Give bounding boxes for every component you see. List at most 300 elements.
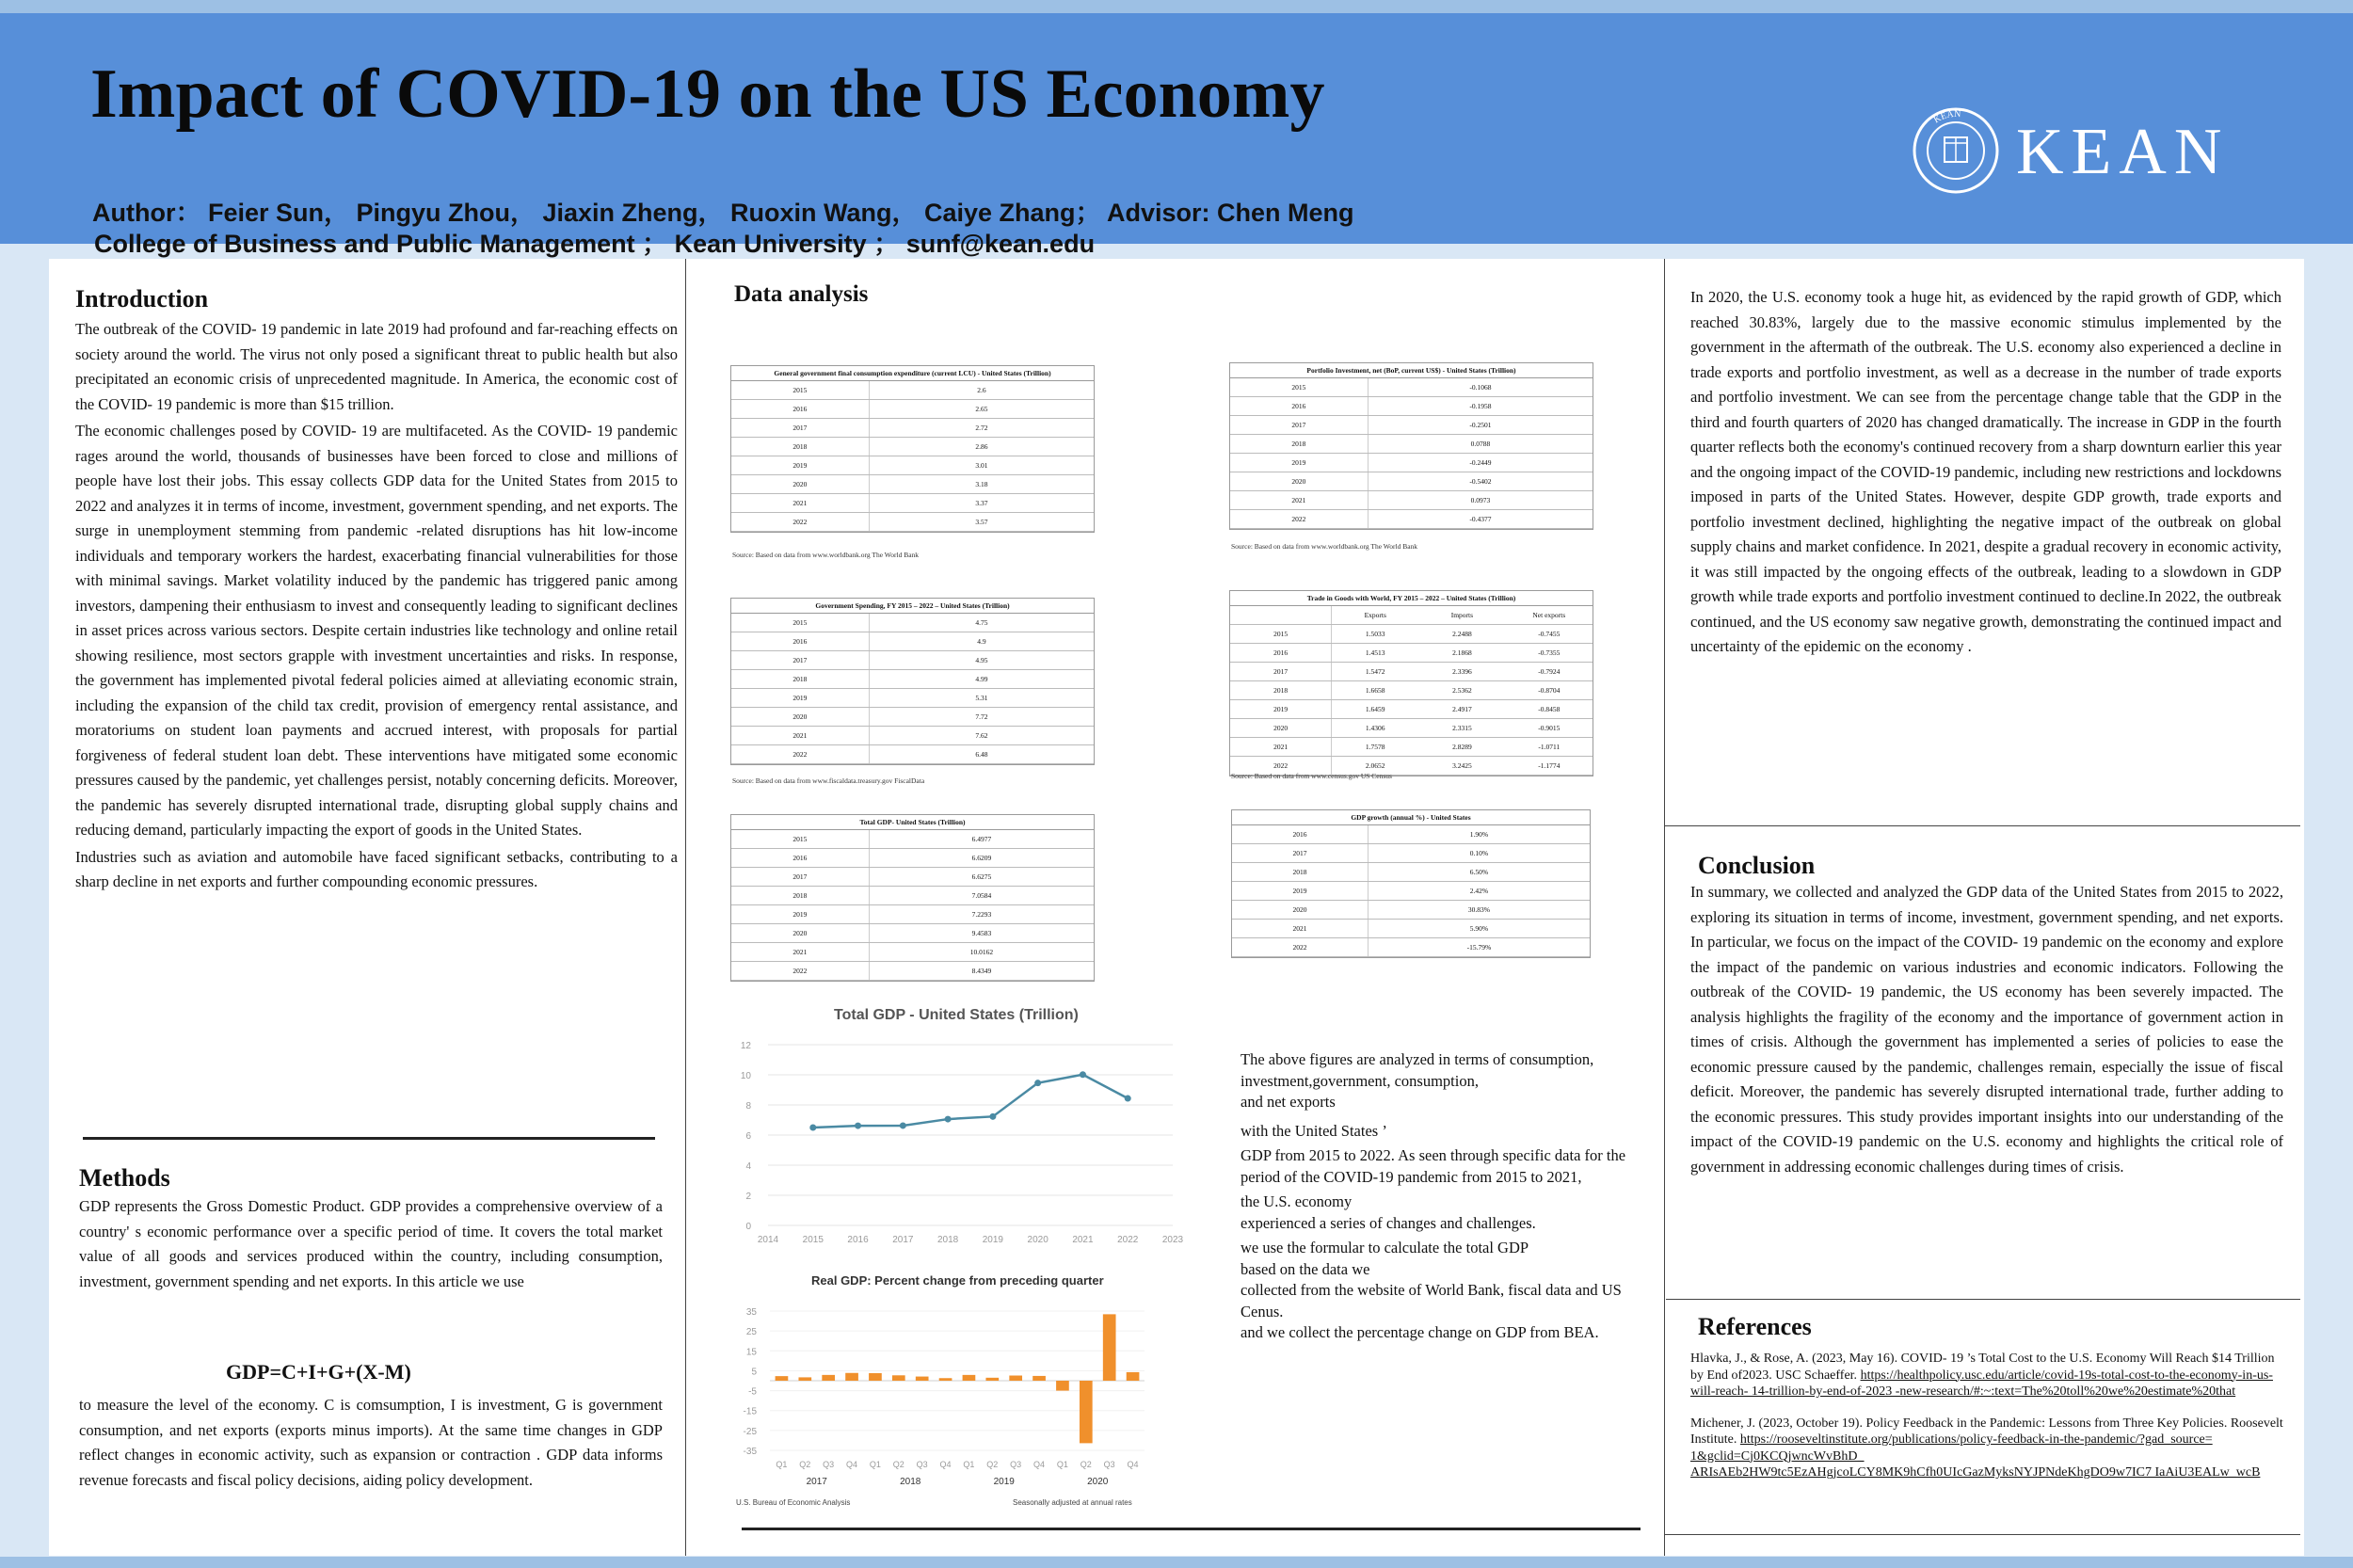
data-point <box>900 1122 906 1128</box>
bar <box>822 1375 835 1381</box>
analysis-line: and we collect the percentage change on GDP from BEA. <box>1241 1323 1599 1341</box>
table-row <box>731 513 1094 532</box>
svg-text:KEAN: KEAN <box>1931 108 1961 126</box>
table-cell: 2019 <box>1232 882 1368 901</box>
table-cell: 2015 <box>731 830 869 849</box>
table-cell: 2019 <box>1230 700 1332 719</box>
table-row <box>731 905 1094 924</box>
table-cell: -0.8704 <box>1506 681 1593 700</box>
table-cell: 2016 <box>731 849 869 868</box>
table-cell: 6.4977 <box>869 830 1094 849</box>
table-cell: 2.86 <box>869 438 1094 456</box>
year-label: 2019 <box>993 1477 1015 1487</box>
table-cell: 1.5033 <box>1332 625 1418 644</box>
table-cell: 1.6459 <box>1332 700 1418 719</box>
y-tick-label: -35 <box>743 1447 757 1457</box>
portfolio-table <box>1229 362 1593 530</box>
table-cell: 10.0162 <box>869 943 1094 962</box>
analysis-line: with the United States ’ <box>1241 1121 1387 1140</box>
y-tick-label: -15 <box>743 1406 757 1417</box>
table-cell: 4.9 <box>869 632 1094 651</box>
table-cell: 2.8289 <box>1418 738 1505 757</box>
table-cell: -0.5402 <box>1368 472 1593 491</box>
table-row <box>731 670 1094 689</box>
quarter-label: Q1 <box>1056 1460 1068 1469</box>
year-label: 2017 <box>806 1477 827 1487</box>
table-cell: 2021 <box>731 494 869 513</box>
analysis-text <box>1241 1049 1655 1344</box>
table-cell: 2.42% <box>1368 882 1590 901</box>
table-cell: 1.4306 <box>1332 719 1418 738</box>
table-cell: 4.99 <box>869 670 1094 689</box>
table-cell: 2.2488 <box>1418 625 1505 644</box>
table-row <box>731 438 1094 456</box>
poster-header <box>0 13 2353 258</box>
methods-heading: Methods <box>79 1164 170 1192</box>
table-cell: 2018 <box>731 438 869 456</box>
table-row <box>731 849 1094 868</box>
table-cell: 2.3315 <box>1418 719 1505 738</box>
table-cell: 2021 <box>731 727 869 745</box>
table-cell: 2018 <box>1232 863 1368 882</box>
table-row <box>731 708 1094 727</box>
section-divider <box>1664 825 2300 826</box>
table-title: General government final consumption expenditure (current LCU) - United States (Trillion) <box>731 366 1094 381</box>
data-point <box>809 1125 816 1131</box>
table-cell: 1.4513 <box>1332 644 1418 663</box>
kean-seal-icon <box>1911 105 2005 200</box>
y-tick-label: -5 <box>748 1386 757 1398</box>
y-tick-label: 5 <box>751 1367 757 1378</box>
bar <box>985 1378 999 1381</box>
table-row <box>1232 863 1590 882</box>
table-cell: 2020 <box>731 475 869 494</box>
table-cell: 9.4583 <box>869 924 1094 943</box>
table-cell: 1.6658 <box>1332 681 1418 700</box>
table-row <box>1230 644 1593 663</box>
table-cell: 2016 <box>1230 644 1332 663</box>
line-chart-svg <box>730 1028 1192 1272</box>
kean-wordmark: KEAN <box>2016 116 2230 188</box>
poster-title: Impact of COVID-19 on the US Economy <box>90 56 1325 133</box>
x-tick-label: 2022 <box>1117 1235 1139 1245</box>
analysis-line: GDP from 2015 to 2022. As seen through specific data for the period of the COVID-19 pandemic from 2015 to 2021, <box>1241 1146 1626 1186</box>
table-cell: 7.2293 <box>869 905 1094 924</box>
table-cell: 2021 <box>1232 920 1368 938</box>
table-cell: 0.10% <box>1368 844 1590 863</box>
quarter-label: Q2 <box>1080 1460 1092 1469</box>
quarter-label: Q4 <box>939 1460 952 1469</box>
trade-table <box>1229 590 1593 776</box>
results-summary: In 2020, the U.S. economy took a huge hit, as evidenced by the rapid growth of GDP, which reached 30.83%, largely due to the massive economic stimulus implemented by the government in the aftermath of the outbreak. The U.S. economy also experienced a decline in trade exports and portfolio investment, as well as a decrease in the number of trade exports and portfolio investment. We can see from the percentage change table that the GDP in the third and fourth quarters of 2020 has changed dramatically. The increase in GDP in the fourth quarter reflects both the economy's continued recovery from a sharp downturn earlier this year and the ongoing impact of the COVID-19 pandemic, including new restrictions and lockdowns imposed in parts of the United States. However, despite GDP growth, trade exports and portfolio investment declined, highlighting the negative impact of the outbreak on global supply chains and market confidence. In 2021, despite a gradual recovery in economic activity, it was still impacted by the ongoing effects of the outbreak, leading to a slowdown in GDP growth while trade exports and portfolio investment continued to decline.In 2022, the outbreak continued, and the US economy saw negative growth, demonstrating the continued impact and uncertainty of the epidemic on the economy . <box>1690 288 2281 655</box>
data-point <box>1034 1080 1041 1086</box>
table-cell: 2015 <box>731 381 869 400</box>
table-row <box>1232 882 1590 901</box>
table-cell: 6.6275 <box>869 868 1094 887</box>
conclusion-heading: Conclusion <box>1698 852 1816 879</box>
analysis-line: experienced a series of changes and challenges. <box>1241 1213 1536 1232</box>
conclusion-body: In summary, we collected and analyzed the GDP data of the United States from 2015 to 2022, exploring its situation in terms of income, investment, government spending, and net exports. In particular, we focus on the impact of the COVID- 19 pandemic on the economy and explore the impact of the pandemic on various industries and economic indicators. Following the outbreak of the COVID- 19 pandemic, the US economy has been severely impacted. The analysis highlights the fragility of the economy and the importance of government action in times of crisis. Although the government has implemented a series of policies to ease the economic pressure caused by the pandemic, challenges remain, especially the issue of fiscal deficit. Moreover, the pandemic has severely disrupted international trade, further adding to the economic pressures. This study provides important insights into our understanding of the impact of the COVID-19 pandemic on the U.S. economy and highlights the critical role of government in addressing economic challenges during times of crisis. <box>1690 883 2283 1176</box>
quarter-label: Q1 <box>869 1460 881 1469</box>
table-cell: 2.5362 <box>1418 681 1505 700</box>
table-row <box>1230 738 1593 757</box>
reference-link[interactable]: https://rooseveltinstitute.org/publications/policy-feedback-in-the-pandemic/?gad_source= 1&gclid=Cj0KCQjwncWvBhD_ ARIsAEb2HW9tc5EzAHgjcoLCY8MK9hCfh0UIcGazMyksNYJPNdeKhgDO9w7IC7 IaAiU3EALw_wcB <box>1690 1432 2261 1480</box>
table-cell: 2020 <box>1230 472 1368 491</box>
table-cell: 2.0652 <box>1332 757 1418 776</box>
y-tick-label: 35 <box>745 1307 757 1318</box>
bar <box>1080 1381 1093 1443</box>
section-divider <box>1664 1534 2300 1535</box>
x-tick-label: 2021 <box>1072 1235 1094 1245</box>
table-cell: 2017 <box>1232 844 1368 863</box>
table-row <box>1230 625 1593 644</box>
table-cell: 3.01 <box>869 456 1094 475</box>
table-cell: 2021 <box>1230 491 1368 510</box>
table-row <box>731 887 1094 905</box>
table-cell: 2015 <box>1230 625 1332 644</box>
table-header-cell: Net exports <box>1506 606 1593 625</box>
middle-column <box>685 259 1664 1556</box>
table-row <box>1232 938 1590 957</box>
table-cell: 2020 <box>731 924 869 943</box>
table-cell: 2022 <box>1230 510 1368 529</box>
table-source: Source: Based on data from www.fiscaldata.treasury.gov FiscalData <box>732 776 925 785</box>
table-row <box>1230 472 1593 491</box>
bar <box>845 1373 858 1381</box>
quarter-label: Q3 <box>1010 1460 1022 1469</box>
table-source: Source: Based on data from www.worldbank.org The World Bank <box>732 551 920 559</box>
year-label: 2018 <box>900 1477 921 1487</box>
table-row <box>731 830 1094 849</box>
table-cell: 2018 <box>1230 435 1368 454</box>
chart-title: Total GDP - United States (Trillion) <box>834 1007 1079 1023</box>
kean-logo <box>1911 109 2240 194</box>
table-cell: -0.8458 <box>1506 700 1593 719</box>
table-cell: 2021 <box>731 943 869 962</box>
y-tick-label: 8 <box>745 1101 751 1112</box>
table-cell: -0.7924 <box>1506 663 1593 681</box>
table-cell: 2020 <box>731 708 869 727</box>
y-tick-label: 0 <box>745 1222 751 1232</box>
introduction-body <box>75 317 678 897</box>
table-row <box>731 943 1094 962</box>
x-tick-label: 2020 <box>1027 1235 1048 1245</box>
references-heading: References <box>1698 1313 1812 1340</box>
y-tick-label: 4 <box>745 1161 751 1172</box>
table-header-cell: Imports <box>1418 606 1505 625</box>
top-strip <box>0 0 2353 13</box>
table-header-cell: Exports <box>1332 606 1418 625</box>
table-row <box>731 727 1094 745</box>
quarter-label: Q1 <box>963 1460 975 1469</box>
quarter-label: Q2 <box>799 1460 811 1469</box>
bar <box>963 1375 976 1381</box>
table-row <box>731 475 1094 494</box>
table-cell: 3.57 <box>869 513 1094 532</box>
x-tick-label: 2019 <box>982 1235 1004 1245</box>
introduction-heading: Introduction <box>75 285 209 312</box>
table-row <box>1232 825 1590 844</box>
table-cell: 1.5472 <box>1332 663 1418 681</box>
bar <box>869 1373 882 1381</box>
bottom-strip <box>0 1557 2353 1568</box>
table-cell: 5.90% <box>1368 920 1590 938</box>
table-header-row <box>1230 606 1593 625</box>
total-gdp-table <box>730 814 1095 982</box>
table-row <box>1230 681 1593 700</box>
table-cell: -1.1774 <box>1506 757 1593 776</box>
data-point <box>855 1123 861 1129</box>
table-cell: 4.95 <box>869 651 1094 670</box>
table-cell: 2022 <box>731 513 869 532</box>
table-cell: 6.6209 <box>869 849 1094 868</box>
table-cell: 1.7578 <box>1332 738 1418 757</box>
quarter-label: Q2 <box>986 1460 999 1469</box>
table-cell: 2019 <box>1230 454 1368 472</box>
table-row <box>1230 510 1593 529</box>
table-cell: -0.9015 <box>1506 719 1593 738</box>
table-row <box>731 400 1094 419</box>
reference-link[interactable]: https://healthpolicy.usc.edu/article/covid-19s-total-cost-to-the-economy-in-us-will-reach- 14-trillion-by-end-of-2023 -new-research/#:~:text=The%20toll%20we%20estimate%20that <box>1690 1368 2273 1399</box>
author-line: Author： Feier Sun， Pingyu Zhou， Jiaxin Zheng， Ruoxin Wang， Caiye Zhang； Advisor: Chen Meng <box>92 199 1354 227</box>
table-row <box>1230 435 1593 454</box>
table-cell: 2.6 <box>869 381 1094 400</box>
table-cell: 3.37 <box>869 494 1094 513</box>
table-cell: 2018 <box>731 887 869 905</box>
table-cell: 2022 <box>1232 938 1368 957</box>
table-cell: 2020 <box>1230 719 1332 738</box>
table-cell: 2016 <box>731 400 869 419</box>
y-tick-label: 15 <box>745 1347 757 1358</box>
reference-item <box>1690 1351 2283 1400</box>
table-row <box>731 381 1094 400</box>
table-cell: 2015 <box>731 614 869 632</box>
government-spending-table <box>730 598 1095 765</box>
table-cell: 2.72 <box>869 419 1094 438</box>
bar <box>939 1378 952 1381</box>
table-cell: -0.2501 <box>1368 416 1593 435</box>
intro-paragraph: Industries such as aviation and automobile have faced significant setbacks, contributing to a sharp decline in net exports and further compounding economic pressures. <box>75 847 678 890</box>
table-cell: 6.50% <box>1368 863 1590 882</box>
quarter-label: Q4 <box>1033 1460 1046 1469</box>
bar <box>1056 1381 1069 1391</box>
table-row <box>1232 901 1590 920</box>
table-cell: 2.65 <box>869 400 1094 419</box>
table-cell: -1.0711 <box>1506 738 1593 757</box>
bar <box>1032 1376 1046 1381</box>
table-cell: 2016 <box>1230 397 1368 416</box>
x-tick-label: 2014 <box>757 1235 779 1245</box>
x-tick-label: 2015 <box>802 1235 824 1245</box>
analysis-line: The above figures are analyzed in terms of consumption, <box>1241 1050 1594 1068</box>
bar <box>1103 1314 1116 1381</box>
chart-note: Seasonally adjusted at annual rates <box>1013 1498 1132 1507</box>
table-row <box>731 419 1094 438</box>
table-row <box>1230 397 1593 416</box>
table-cell: -0.1958 <box>1368 397 1593 416</box>
intro-paragraph: The outbreak of the COVID- 19 pandemic in late 2019 had profound and far-reaching effects on society around the world. The virus not only posed a significant threat to public health but also precipitated an economic crisis of unprecedented magnitude. In America, the economic cost of the COVID- 19 pandemic is more than $15 trillion. <box>75 320 678 413</box>
table-cell: 8.4349 <box>869 962 1094 981</box>
section-divider <box>742 1528 1641 1530</box>
table-cell: 2.4917 <box>1418 700 1505 719</box>
x-tick-label: 2016 <box>847 1235 869 1245</box>
table-cell: 7.62 <box>869 727 1094 745</box>
y-tick-label: 2 <box>745 1192 751 1202</box>
table-cell: -15.79% <box>1368 938 1590 957</box>
bar <box>892 1375 905 1381</box>
table-row <box>731 962 1094 981</box>
bar <box>1127 1372 1140 1381</box>
y-tick-label: 10 <box>740 1071 751 1081</box>
table-cell: 2022 <box>731 962 869 981</box>
left-column <box>49 259 685 1556</box>
table-cell: 2021 <box>1230 738 1332 757</box>
table-title: GDP growth (annual %) - United States <box>1232 810 1590 825</box>
table-row <box>731 651 1094 670</box>
x-tick-label: 2017 <box>892 1235 914 1245</box>
table-cell: 2019 <box>731 905 869 924</box>
data-point <box>1080 1071 1086 1078</box>
data-point <box>1125 1096 1131 1102</box>
table-cell: 0.0788 <box>1368 435 1593 454</box>
table-cell: 2017 <box>731 419 869 438</box>
table-cell: 2015 <box>1230 378 1368 397</box>
series-line <box>813 1075 1128 1128</box>
bar <box>1009 1376 1022 1381</box>
intro-paragraph: The economic challenges posed by COVID- 19 are multifaceted. As the COVID- 19 pandemic rages around the world, thousands of businesses have been forced to close and millions of people have lost their jobs. This essay collects GDP data for the United States from 2015 to 2022 and analyzes it in terms of income, investment, government spending, and net exports. The surge in unemployment stemming from pandemic -related disruptions has hit low-income individuals and temporary workers the hardest, exacerbating financial vulnerabilities for those with minimal savings. Market volatility induced by the pandemic has triggered panic among investors, dampening their enthusiasm to invest and consequently leading to significant declines in asset prices across various sectors. Despite certain industries like technology and online retail showing resilience, most sectors grapple with investment uncertainties and risks. In response, the government has implemented pivotal federal policies aimed at alleviating economic strain, including the expansion of the child tax credit, provision of emergency rental assistance, and moratoriums on student loan payments and accrued interest, with proposals for partial forgiveness of federal student loan debt. These interventions have mitigated some economic pressures caused by the pandemic, yet challenges persist, notably concerning deficits. Moreover, the pandemic has severely disrupted international trade, disrupting global supply chains and reducing demand, particularly impacting the export of goods in the United States. <box>75 422 678 839</box>
table-row <box>1230 663 1593 681</box>
analysis-line: we use the formular to calculate the total GDP <box>1241 1239 1529 1256</box>
quarter-label: Q1 <box>776 1460 788 1469</box>
table-header-cell <box>1230 606 1332 625</box>
table-row <box>731 745 1094 764</box>
quarter-label: Q3 <box>1103 1460 1115 1469</box>
table-cell: 0.0973 <box>1368 491 1593 510</box>
table-cell: 2017 <box>731 868 869 887</box>
chart-source: U.S. Bureau of Economic Analysis <box>736 1498 851 1507</box>
table-row <box>1232 920 1590 938</box>
gdp-formula: GDP=C+I+G+(X-M) <box>226 1360 411 1384</box>
section-divider <box>1666 1299 2300 1300</box>
table-cell: 2017 <box>1230 663 1332 681</box>
bar-chart-svg <box>730 1292 1192 1518</box>
table-title: Trade in Goods with World, FY 2015 – 2022 – United States (Trillion) <box>1230 591 1593 606</box>
affiliation-line: College of Business and Public Management ； Kean University ； sunf@kean.edu <box>94 230 1096 258</box>
y-tick-label: 12 <box>740 1041 751 1051</box>
table-row <box>731 456 1094 475</box>
table-cell: 2019 <box>731 689 869 708</box>
bar <box>916 1377 929 1381</box>
table-cell: 2017 <box>731 651 869 670</box>
table-row <box>731 868 1094 887</box>
analysis-line: investment,government, consumption, <box>1241 1071 1479 1090</box>
table-cell: 2.3396 <box>1418 663 1505 681</box>
analysis-line: and net exports <box>1241 1093 1336 1111</box>
data-point <box>945 1116 952 1123</box>
chart-title: Real GDP: Percent change from preceding quarter <box>811 1273 1104 1288</box>
table-row <box>1230 416 1593 435</box>
reference-item <box>1690 1416 2283 1481</box>
methods-body-1: GDP represents the Gross Domestic Product. GDP provides a comprehensive overview of a country' s economic performance over a specific period of time. It covers the total market value of all goods and services produced within the country, including consumption, investment, government spending and net exports. In this article we use <box>79 1197 663 1290</box>
analysis-line: collected from the website of World Bank, fiscal data and US Cenus. <box>1241 1281 1622 1320</box>
table-row <box>1230 454 1593 472</box>
table-cell: 3.2425 <box>1418 757 1505 776</box>
methods-body-2: to measure the level of the economy. C is comsumption, I is investment, G is government consumption, and net exports (exports minus imports). At the same time changes in GDP reflect changes in economic activity, such as expansion or contraction . GDP data informs revenue forecasts and fiscal policy decisions, aiding policy development. <box>79 1396 663 1489</box>
quarter-label: Q2 <box>892 1460 904 1469</box>
year-label: 2020 <box>1087 1477 1109 1487</box>
table-cell: 1.90% <box>1368 825 1590 844</box>
table-cell: 2.1868 <box>1418 644 1505 663</box>
table-cell: 2020 <box>1232 901 1368 920</box>
table-row <box>731 614 1094 632</box>
table-cell: -0.4377 <box>1368 510 1593 529</box>
table-source: Source: Based on data from www.census.gov US Census <box>1231 772 1392 780</box>
consumption-table <box>730 365 1095 533</box>
data-analysis-heading: Data analysis <box>734 281 869 307</box>
quarter-label: Q3 <box>823 1460 835 1469</box>
data-point <box>989 1113 996 1120</box>
table-row <box>731 924 1094 943</box>
table-cell: 2017 <box>1230 416 1368 435</box>
analysis-line: the U.S. economy <box>1241 1192 1353 1210</box>
table-row <box>731 632 1094 651</box>
table-title: Total GDP- United States (Trillion) <box>731 815 1094 830</box>
table-cell: 3.18 <box>869 475 1094 494</box>
table-cell: 2022 <box>731 745 869 764</box>
table-cell: 4.75 <box>869 614 1094 632</box>
table-cell: 7.72 <box>869 708 1094 727</box>
table-source: Source: Based on data from www.worldbank.org The World Bank <box>1231 542 1418 551</box>
table-cell: 2022 <box>1230 757 1332 776</box>
table-cell: -0.7355 <box>1506 644 1593 663</box>
table-cell: 2016 <box>1232 825 1368 844</box>
table-row <box>1232 844 1590 863</box>
y-tick-label: 25 <box>745 1327 757 1338</box>
quarter-label: Q3 <box>916 1460 928 1469</box>
table-row <box>1230 700 1593 719</box>
table-row <box>731 494 1094 513</box>
column-divider <box>1664 259 1665 1556</box>
bar <box>798 1377 811 1381</box>
table-row <box>1230 719 1593 738</box>
real-gdp-change-chart <box>730 1266 1182 1507</box>
x-tick-label: 2023 <box>1161 1235 1184 1245</box>
table-cell: -0.2449 <box>1368 454 1593 472</box>
table-title: Portfolio Investment, net (BoP, current US$) - United States (Trillion) <box>1230 363 1593 378</box>
table-cell: 2019 <box>731 456 869 475</box>
table-cell: 2016 <box>731 632 869 651</box>
table-row <box>1230 378 1593 397</box>
y-tick-label: -25 <box>743 1426 757 1437</box>
reference-text: Michener, J. (2023, October 19). Policy Feedback in the Pandemic: Lessons from Three Key Policies. Roosevelt Institute. <box>1690 1416 2283 1447</box>
y-tick-label: 6 <box>745 1131 751 1142</box>
table-row <box>731 689 1094 708</box>
analysis-line: based on the data we <box>1241 1259 1370 1278</box>
table-cell: 7.0584 <box>869 887 1094 905</box>
table-cell: 6.48 <box>869 745 1094 764</box>
references-list <box>1690 1351 2283 1496</box>
bar <box>776 1376 789 1381</box>
gdp-growth-table <box>1231 809 1591 958</box>
table-row <box>1230 491 1593 510</box>
x-tick-label: 2018 <box>936 1235 959 1245</box>
section-divider <box>83 1137 655 1140</box>
table-cell: 30.83% <box>1368 901 1590 920</box>
reference-text: Hlavka, J., & Rose, A. (2023, May 16). COVID- 19 ’s Total Cost to the U.S. Economy Will Reach $14 Trillion by End of2023. USC Schaeffer. <box>1690 1352 2275 1383</box>
table-title: Government Spending, FY 2015 – 2022 – United States (Trillion) <box>731 599 1094 614</box>
quarter-label: Q4 <box>1127 1460 1139 1469</box>
right-column <box>1664 259 2304 1556</box>
